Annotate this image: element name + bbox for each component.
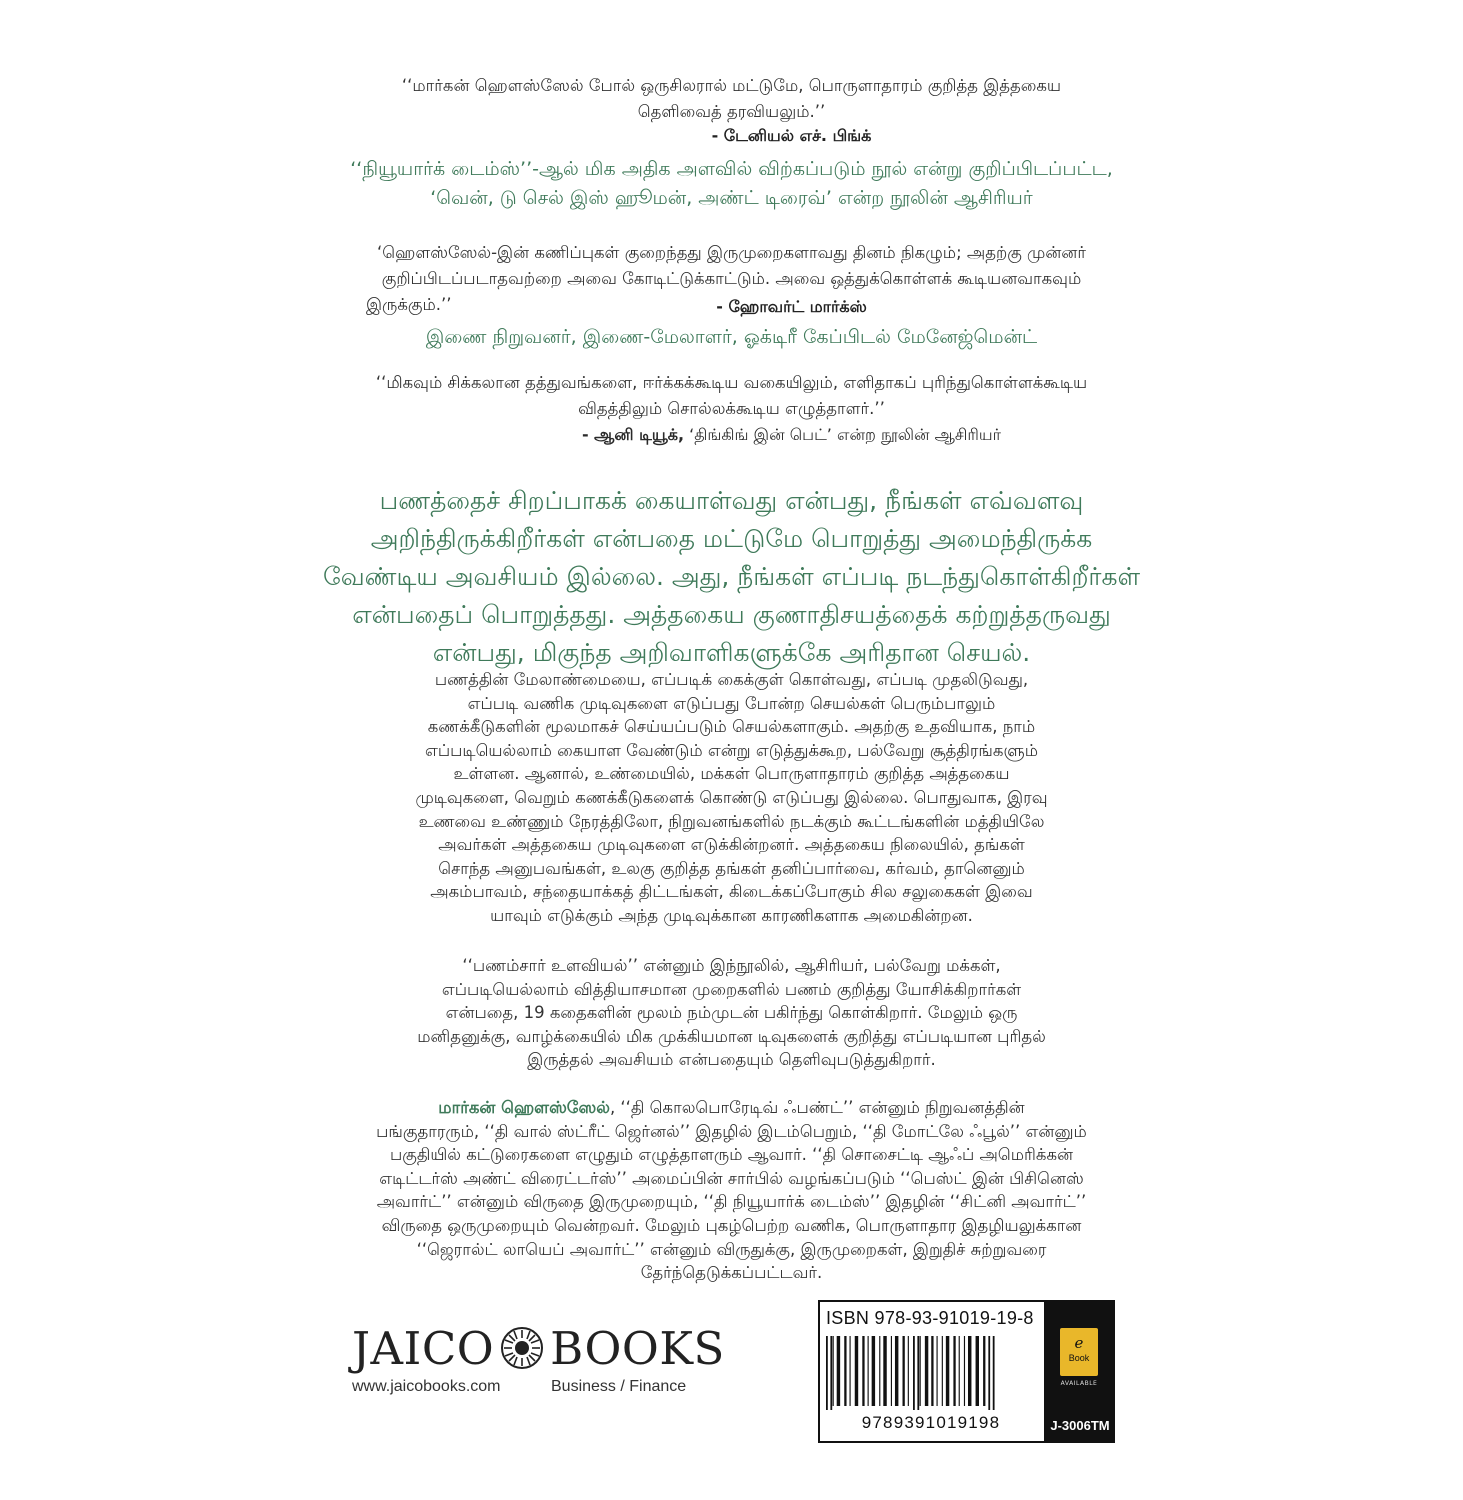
quote-3 [0,370,1463,422]
barcode-bar [993,1336,995,1410]
quote-2-author: - ஹோவர்ட் மார்க்ஸ் [716,297,867,316]
barcode-bar [968,1336,971,1406]
quote-1-line: ‘‘மார்கன் ஹௌஸ்ஸேல் போல் ஒருசிலரால் மட்டுமே, பொருளாதாரம் குறித்த இத்தகைய [401,76,1062,95]
barcode-bar [920,1336,921,1406]
barcode-bar [844,1336,846,1406]
ebook-available: AVAILABLE [1060,1380,1098,1387]
barcode-bar [925,1336,928,1406]
barcode-bar [988,1336,990,1410]
barcode-bar [953,1336,955,1406]
paragraph-line: என்பதை, 19 கதைகளின் மூலம் நம்முடன் பகிர்ந்து கொள்கிறார். மேலும் ஒரு [445,1003,1018,1023]
barcode-bar [830,1336,832,1410]
quote-3-credit: ‘திங்கிங் இன் பெட்’ என்ற நூலின் ஆசிரியர் [689,425,1002,444]
bio-first-rest: , ‘‘தி கொலபொரேடிவ் ஃபண்ட்’’ என்னும் நிறுவனத்தின் [609,1098,1025,1117]
description-paragraph-1 [0,668,1463,928]
publisher-logo [352,1322,725,1375]
quote-3-author: - ஆனி டியூக், [581,425,685,444]
quote-2-line: குறிப்பிடப்படாதவற்றை அவை கோடிட்டுக்காட்டும். அவை ஒத்துக்கொள்ளக் கூடியனவாகவும் [381,269,1082,288]
highlight-line: பணத்தைச் சிறப்பாகக் கையாள்வது என்பது, நீங்கள் எவ்வளவு [379,486,1084,515]
paragraph-line: முடிவுகளை, வெறும் கணக்கீடுகளைக் கொண்டு எடுப்பது இல்லை. பொதுவாக, இரவு [415,787,1048,807]
paragraph-line: உள்ளன. ஆனால், உண்மையில், மக்கள் பொருளாதாரம் குறித்த அத்தகைய [453,764,1010,784]
paragraph-line: பணத்தின் மேலாண்மையை, எப்படிக் கைக்குள் கொள்வது, எப்படி முதலிடுவது, [434,670,1029,689]
bio-line: எடிட்டர்ஸ் அண்ட் விரைட்டர்ஸ்’’ அமைப்பின் சார்பில் வழங்கப்படும் ‘‘பெஸ்ட் இன் பிசினெஸ் [379,1168,1084,1188]
barcode-bar [942,1336,943,1406]
paragraph-line: மனிதனுக்கு, வாழ்க்கையில் மிக முக்கியமான டிவுகளைக் குறித்து எப்படியான புரிதல் [417,1026,1046,1046]
bio-line: ‘‘ஜெரால்ட் லாயெப் அவார்ட்’’ என்னும் விருதுக்கு, இருமுறைகள், இறுதிச் சுற்றுவரை [416,1239,1047,1259]
barcode-bar [872,1336,875,1406]
barcode-bar [964,1336,965,1406]
highlight-line: அறிந்திருக்கிறீர்கள் என்பதை மட்டுமே பொறுத்து அமைந்திருக்க [370,524,1093,553]
barcode-bar [913,1336,915,1410]
paragraph-line: அவர்கள் அத்தகைய முடிவுகளை எடுக்கின்றனர். அத்தகைய நிலையில், தங்கள் [438,835,1025,855]
credit-line: ‘‘நியூயார்க் டைம்ஸ்’’-ஆல் மிக அதிக அளவில் விற்கப்படும் நூல் என்று குறிப்பிடப்பட்ட, [350,158,1113,180]
bio-line: தேர்ந்தெடுக்கப்பட்டவர். [640,1263,823,1283]
barcode-bar [917,1336,919,1410]
credit-line: ‘வென், டு செல் இஸ் ஹூமன், அண்ட் டிரைவ்’ என்ற நூலின் ஆசிரியர் [430,187,1033,209]
barcode-bar [959,1336,960,1406]
bio-line: பகுதியில் கட்டுரைகளை எழுதும் எழுத்தாளரும் ஆவார். ‘‘தி சொசைட்டி ஆஃப் அமெரிக்கன் [389,1145,1074,1165]
paragraph-line: கணக்கீடுகளின் மூலமாகச் செய்யப்படும் செயல்களாகும். அதற்கு உதவியாக, நாம் [427,717,1036,737]
barcode-bar [946,1336,949,1406]
barcode-bars [824,1336,1040,1412]
barcode-bar [983,1336,985,1406]
quote-3-line: விதத்திலும் சொல்லக்கூடிய எழுத்தாளர்.’’ [578,399,885,418]
barcode-bar [883,1336,886,1406]
barcode-bar [833,1336,834,1406]
barcode-bar [976,1336,979,1406]
sun-emblem-icon [500,1326,544,1370]
paragraph-line: எப்படியெல்லாம் கையாள வேண்டும் என்று எடுத்துக்கூற, பல்வேறு சூத்திரங்களும் [425,740,1038,760]
paragraph-line: எப்படியெல்லாம் வித்தியாசமான முறைகளில் பணம் குறித்து யோசிக்கிறார்கள் [441,979,1022,999]
barcode-bar [891,1336,892,1406]
author-bio [0,1096,1463,1285]
highlight-line: என்பது, மிகுந்த அறிவாளிகளுக்கே அரிதான செயல். [432,638,1031,667]
quote-2-line: ‘ஹௌஸ்ஸேல்-இன் கணிப்புகள் குறைந்தது இருமுறைகளாவது தினம் நிகழும்; அதற்கு முன்னர் [377,243,1086,262]
quote-2-line: இருக்கும்.’’ [366,295,452,314]
quote-3-line: ‘‘மிகவும் சிக்கலான தத்துவங்களை, ஈர்க்கக்கூடிய வகையிலும், எளிதாகப் புரிந்துகொள்ளக்கூடிய [375,373,1088,392]
bio-line: விருதை ஒருமுறையும் வென்றவர். மேலும் புகழ்பெற்ற வணிக, பொருளாதார இதழியலுக்கான [381,1215,1082,1235]
barcode-bar [903,1336,905,1406]
barcode-bar [837,1336,840,1406]
bio-line: அவார்ட்’’ என்னும் விருதை இருமுறையும், ‘‘தி நியூயார்க் டைம்ஸ்’’ இதழின் ‘‘சிட்னி அவார்ட்’’ [376,1192,1087,1212]
paragraph-line: உணவை உண்ணும் நேரத்திலோ, நிறுவனங்களில் நடக்கும் கூட்டங்களின் மத்தியிலே [418,811,1045,831]
barcode-number: 9789391019198 [861,1413,1001,1432]
highlight-line: வேண்டிய அவசியம் இல்லை. அது, நீங்கள் எப்படி நடந்துகொள்கிறீர்கள் [322,562,1141,591]
author-name: மார்கன் ஹௌஸ்ஸேல் [438,1098,610,1117]
barcode-bar [895,1336,898,1406]
book-category: Business / Finance [551,1378,687,1395]
bio-line: பங்குதாரரும், ‘‘தி வால் ஸ்ட்ரீட் ஜெர்னல்’’ இதழில் இடம்பெறும், ‘‘தி மோட்லே ஃபூல்’’ என்னும் [376,1121,1087,1141]
publisher-website[interactable]: www.jaicobooks.com [352,1378,501,1395]
description-paragraph-2 [0,954,1463,1072]
barcode-bar [850,1336,851,1406]
quote-1-author: - டேனியல் எச். பிங்க் [711,126,872,145]
barcode-bar [826,1336,828,1410]
barcode-bar [937,1336,938,1406]
quote-1 [0,73,1463,125]
barcode-bar [855,1336,858,1406]
highlight-statement [0,482,1463,672]
barcode-bar [908,1336,909,1406]
logo-text-right: BOOKS [550,1322,725,1375]
paragraph-line: எப்படி வணிக முடிவுகளை எடுப்பது போன்ற செயல்கள் பெரும்பாலும் [467,693,996,713]
barcode-bar [879,1336,880,1406]
bio-line [0,1096,1463,1120]
ebook-badge [1060,1328,1098,1376]
quote-2-credit: இணை நிறுவனர், இணை-மேலாளர், ஓக்டிரீ கேப்பிடல் மேனேஜ்மென்ட் [425,326,1038,348]
quote-1-line: தெளிவைத் தரவியலும்.’’ [637,102,826,121]
barcode-bar [862,1336,864,1406]
paragraph-line: யாவும் எடுக்கும் அந்த முடிவுக்கான காரணிகளாக அமைகின்றன. [490,905,973,925]
paragraph-line: அகம்பாவம், சந்தையாக்கத் திட்டங்கள், கிடைக்கப்போகும் சில சலுகைகள் இவை [430,882,1033,902]
logo-text-left: JAICO [352,1322,495,1375]
quote-3-attribution [60,425,1463,446]
paragraph-line: இருத்தல் அவசியம் என்பதையும் தெளிவுபடுத்துகிறார். [527,1050,936,1070]
ebook-e: e [1074,1334,1084,1352]
ebook-word: Book [1068,1353,1090,1363]
product-code: J-3006TM [1050,1418,1110,1433]
quote-1-credit [0,155,1463,213]
barcode-bar [868,1336,869,1406]
isbn-label: ISBN 978-93-91019-19-8 [826,1308,1034,1328]
paragraph-line: சொந்த அனுபவங்கள், உலகு குறித்த தங்கள் தனிப்பார்வை, கர்வம், தானெனும் [438,858,1025,878]
barcode-bar [931,1336,933,1406]
highlight-line: என்பதைப் பொறுத்தது. அத்தகைய குணாதிசயத்தைக் கற்றுத்தருவது [352,600,1111,629]
paragraph-line: ‘‘பணம்சார் உளவியல்’’ என்னும் இந்நூலில், ஆசிரியர், பல்வேறு மக்கள், [462,956,1001,975]
